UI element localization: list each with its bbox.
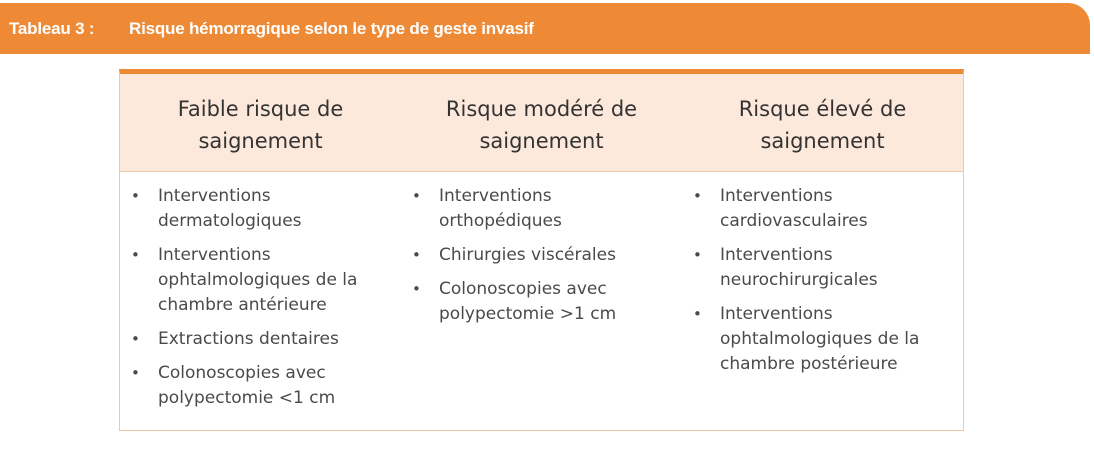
list-item-text: Interventions neurochirurgicales xyxy=(720,245,878,290)
table-body xyxy=(120,171,963,420)
list-item-text: Chirurgies viscérales xyxy=(439,245,616,265)
header-low-risk-text: Faible risque de saignement xyxy=(177,96,344,153)
list-item xyxy=(690,184,953,234)
bullet-icon: • xyxy=(693,246,702,264)
list-item xyxy=(409,184,672,234)
list-item xyxy=(128,327,391,352)
table-number-label: Tableau 3 : xyxy=(9,18,95,38)
bullet-icon: • xyxy=(412,246,421,264)
list-item-text: Interventions cardiovasculaires xyxy=(720,186,868,231)
header-moderate-risk-text: Risque modéré de saignement xyxy=(445,96,638,153)
list-item xyxy=(409,277,672,327)
list-item-text: Colonoscopies avec polypectomie <1 cm xyxy=(158,363,336,408)
column-moderate-risk xyxy=(401,171,682,420)
list-item xyxy=(128,243,391,318)
bullet-icon: • xyxy=(693,305,702,323)
bullet-icon: • xyxy=(412,187,421,205)
table-title: Risque hémorragique selon le type de geste invasif xyxy=(129,18,534,38)
bleeding-risk-table xyxy=(119,69,964,431)
list-item-text: Extractions dentaires xyxy=(158,329,339,349)
header-high-risk-text: Risque élevé de saignement xyxy=(738,96,907,153)
table-header-row xyxy=(120,74,963,172)
list-item-text: Interventions ophtalmologiques de la chambre antérieure xyxy=(158,245,358,315)
column-high-risk xyxy=(682,171,963,420)
bullet-icon: • xyxy=(131,330,140,348)
column-low-risk xyxy=(120,171,401,420)
list-item xyxy=(690,302,953,377)
bullet-icon: • xyxy=(693,187,702,205)
table-caption-banner xyxy=(0,3,1090,54)
list-item xyxy=(128,361,391,411)
bullet-icon: • xyxy=(131,187,140,205)
bullet-icon: • xyxy=(131,364,140,382)
list-item-text: Interventions ophtalmologiques de la chambre postérieure xyxy=(720,304,920,374)
list-item xyxy=(409,243,672,268)
list-item-text: Interventions dermatologiques xyxy=(158,186,302,231)
header-low-risk xyxy=(120,74,401,171)
header-high-risk xyxy=(682,74,963,171)
list-item-text: Interventions orthopédiques xyxy=(439,186,562,231)
list-item xyxy=(690,243,953,293)
bullet-icon: • xyxy=(412,280,421,298)
list-item xyxy=(128,184,391,234)
header-moderate-risk xyxy=(401,74,682,171)
list-item-text: Colonoscopies avec polypectomie >1 cm xyxy=(439,279,617,324)
bullet-icon: • xyxy=(131,246,140,264)
